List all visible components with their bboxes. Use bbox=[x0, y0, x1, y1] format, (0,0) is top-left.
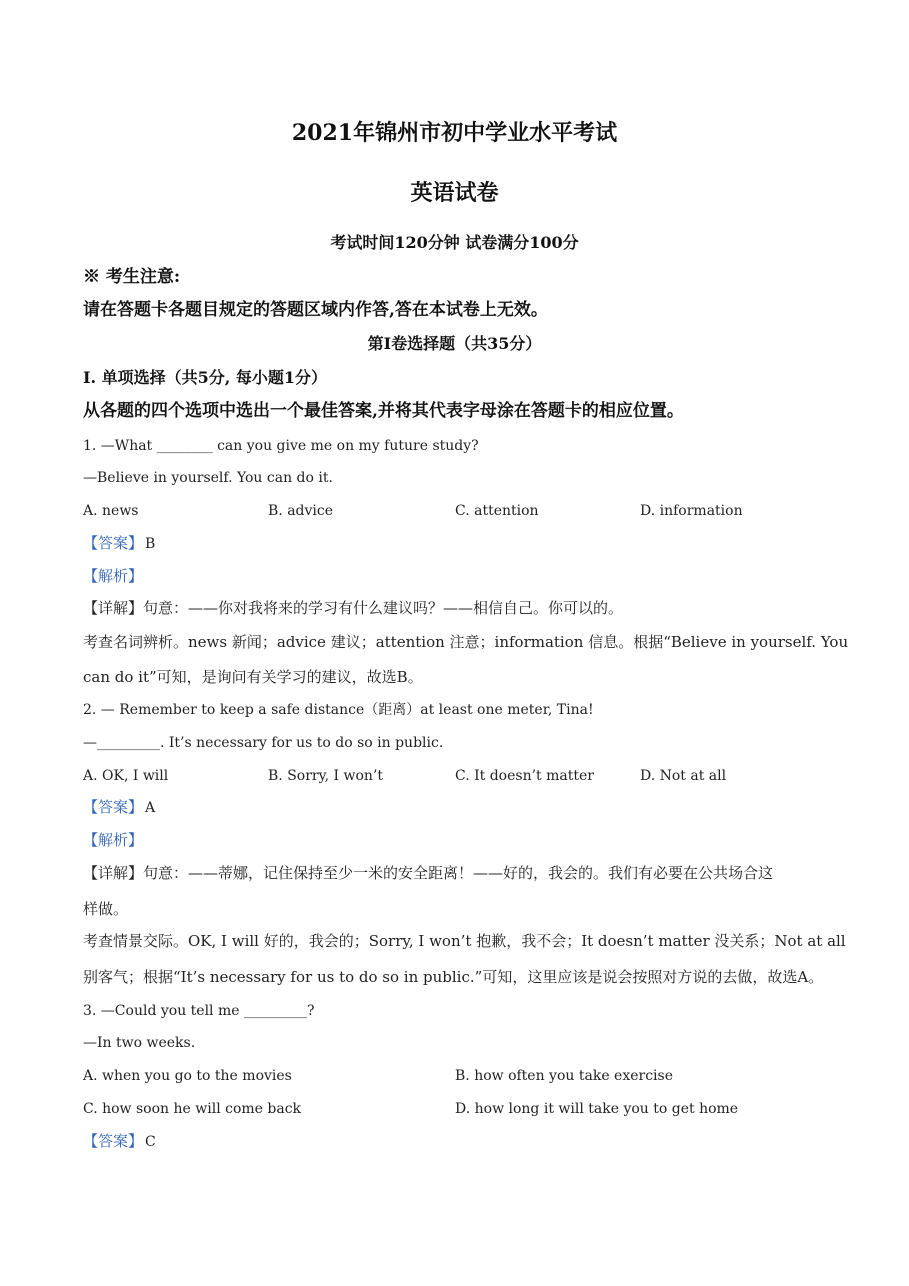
answer-label: 【答案】 bbox=[83, 534, 144, 552]
question-2-option-d: D. Not at all bbox=[640, 768, 727, 784]
question-3-option-d: D. how long it will take you to get home bbox=[455, 1101, 739, 1117]
question-2-stem: 2. — Remember to keep a safe distance（距离）at least one meter, Tina! bbox=[83, 702, 594, 718]
question-1-option-b: B. advice bbox=[268, 503, 334, 519]
question-2-option-c: C. It doesn’t matter bbox=[455, 768, 594, 784]
question-3-answer bbox=[83, 1131, 156, 1152]
question-1-option-c: C. attention bbox=[455, 503, 539, 519]
exam-title: 2021年锦州市初中学业水平考试 bbox=[291, 120, 618, 146]
question-2-detail-3: 考查情景交际。OK, I will 好的，我会的；Sorry, I won’t 抱歉，我不会；It doesn’t matter 没关系；Not at all bbox=[83, 932, 846, 950]
question-3-option-b: B. how often you take exercise bbox=[455, 1068, 673, 1084]
question-2-reply: —_________. It’s necessary for us to do so in public. bbox=[83, 735, 444, 751]
answer-value: B bbox=[145, 536, 156, 552]
part-instruction: 从各题的四个选项中选出一个最佳答案,并将其代表字母涂在答题卡的相应位置。 bbox=[83, 401, 684, 421]
question-1-analysis-label: 【解析】 bbox=[83, 567, 144, 585]
question-3-option-c: C. how soon he will come back bbox=[83, 1101, 302, 1117]
question-1-answer bbox=[83, 533, 155, 554]
question-2-option-a: A. OK, I will bbox=[83, 768, 169, 784]
question-1-reply: —Believe in yourself. You can do it. bbox=[83, 470, 333, 486]
question-2-detail-2: 样做。 bbox=[83, 900, 129, 918]
answer-value: A bbox=[145, 800, 156, 816]
question-2-option-b: B. Sorry, I won’t bbox=[268, 768, 384, 784]
question-3-option-a: A. when you go to the movies bbox=[83, 1068, 292, 1084]
answer-label: 【答案】 bbox=[83, 1132, 144, 1150]
notice-title: ※ 考生注意: bbox=[83, 267, 181, 287]
question-2-detail-4: 别客气；根据“It’s necessary for us to do so in public.”可知，这里应该是说会按照对方说的去做，故选A。 bbox=[83, 968, 824, 986]
question-3-reply: —In two weeks. bbox=[83, 1035, 196, 1051]
answer-value: C bbox=[145, 1134, 156, 1150]
question-2-answer bbox=[83, 797, 155, 818]
question-2-detail-1: 【详解】句意：——蒂娜，记住保持至少一米的安全距离！——好的，我会的。我们有必要在公共场合这 bbox=[83, 864, 774, 882]
question-1-option-d: D. information bbox=[640, 503, 743, 519]
exam-info: 考试时间120分钟 试卷满分100分 bbox=[330, 233, 579, 252]
question-1-detail-3: can do it”可知，是询问有关学习的建议，故选B。 bbox=[83, 668, 423, 686]
subject-title: 英语试卷 bbox=[410, 180, 499, 206]
part-title: I. 单项选择（共5分, 每小题1分） bbox=[83, 368, 328, 387]
question-1-option-a: A. news bbox=[83, 503, 139, 519]
question-1-detail-1: 【详解】句意：——你对我将来的学习有什么建议吗？——相信自己。你可以的。 bbox=[83, 599, 624, 617]
question-3-stem: 3. —Could you tell me _________? bbox=[83, 1003, 315, 1019]
section-title: 第I卷选择题（共35分） bbox=[367, 334, 542, 353]
question-1-detail-2: 考查名词辨析。news 新闻；advice 建议；attention 注意；information 信息。根据“Believe in yourself. You bbox=[83, 633, 849, 651]
question-1-stem: 1. —What ________ can you give me on my future study? bbox=[83, 438, 479, 454]
answer-label: 【答案】 bbox=[83, 798, 144, 816]
question-2-analysis-label: 【解析】 bbox=[83, 831, 144, 849]
notice-text: 请在答题卡各题目规定的答题区域内作答,答在本试卷上无效。 bbox=[83, 300, 548, 320]
